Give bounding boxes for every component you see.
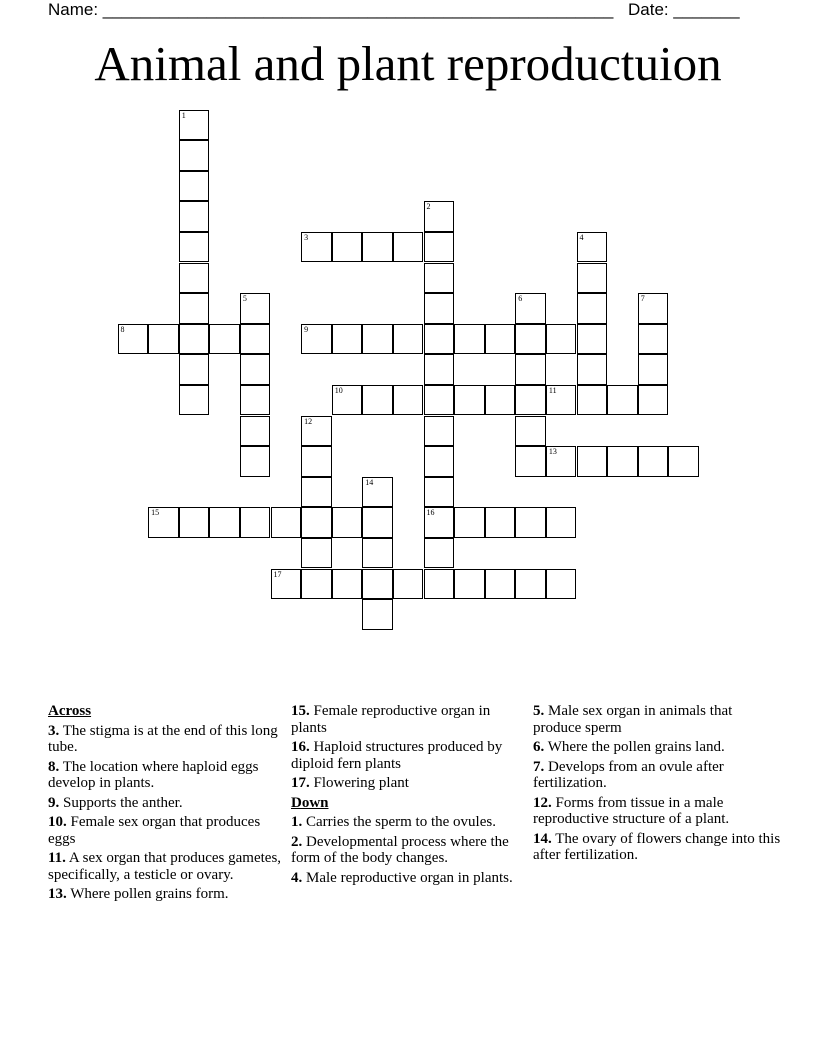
clue-number-label: 2. bbox=[291, 833, 303, 850]
clues-column-3 bbox=[533, 703, 783, 867]
clue-text: Flowering plant bbox=[309, 775, 409, 791]
grid-cell[interactable] bbox=[546, 385, 577, 416]
grid-cell[interactable] bbox=[454, 507, 485, 538]
grid-cell[interactable] bbox=[362, 324, 393, 355]
clues-column-1 bbox=[48, 703, 283, 906]
grid-cell[interactable] bbox=[546, 507, 577, 538]
grid-cell[interactable] bbox=[638, 324, 669, 355]
clue-text: Female reproductive organ in plants bbox=[291, 703, 491, 736]
grid-cell[interactable] bbox=[179, 507, 210, 538]
clue-number-label: 16. bbox=[291, 739, 310, 755]
clue-number: 5 bbox=[242, 294, 247, 304]
grid-cell[interactable] bbox=[577, 385, 608, 416]
clue-number: 11 bbox=[548, 385, 557, 395]
clue-number-label: 1. bbox=[291, 814, 303, 830]
clue-text: Female sex organ that produces eggs bbox=[48, 814, 261, 847]
clue-item bbox=[48, 723, 283, 756]
grid-cell[interactable] bbox=[485, 507, 516, 538]
grid-cell[interactable] bbox=[485, 324, 516, 355]
name-field-label: Name: ______________________________________________________ bbox=[48, 0, 614, 19]
clue-number-label: 6. bbox=[533, 739, 545, 755]
grid-cell[interactable] bbox=[362, 507, 393, 538]
clue-text: Male sex organ in animals that produce sperm bbox=[533, 703, 733, 736]
grid-cell[interactable] bbox=[332, 232, 363, 263]
grid-cell[interactable] bbox=[240, 354, 271, 385]
grid-cell[interactable] bbox=[240, 416, 271, 447]
clue-item bbox=[533, 703, 783, 736]
clue-number: 9 bbox=[304, 324, 309, 334]
grid-cell[interactable] bbox=[179, 140, 210, 171]
clue-text: Develops from an ovule after fertilization. bbox=[533, 758, 724, 791]
grid-cell[interactable] bbox=[638, 446, 669, 477]
grid-cell[interactable] bbox=[362, 569, 393, 600]
grid-cell[interactable] bbox=[393, 324, 424, 355]
grid-cell[interactable] bbox=[515, 354, 546, 385]
grid-cell[interactable] bbox=[424, 354, 455, 385]
clue-number: 16 bbox=[426, 508, 435, 518]
clue-item bbox=[291, 775, 519, 792]
clue-number: 17 bbox=[273, 569, 282, 579]
grid-cell[interactable] bbox=[179, 171, 210, 202]
grid-cell[interactable] bbox=[424, 416, 455, 447]
clue-number: 2 bbox=[426, 202, 431, 212]
grid-cell[interactable] bbox=[424, 538, 455, 569]
grid-cell[interactable] bbox=[577, 263, 608, 294]
clue-number-label: 11. bbox=[48, 850, 66, 866]
clue-number: 1 bbox=[181, 110, 186, 120]
clue-item bbox=[533, 831, 783, 864]
clue-text: The location where haploid eggs develop in plants. bbox=[48, 758, 259, 791]
grid-cell[interactable] bbox=[301, 446, 332, 477]
grid-cell[interactable] bbox=[454, 385, 485, 416]
clue-text: Where pollen grains form. bbox=[66, 886, 229, 902]
grid-cell[interactable] bbox=[301, 416, 332, 447]
grid-cell[interactable] bbox=[424, 232, 455, 263]
grid-cell[interactable] bbox=[118, 324, 149, 355]
clue-number-label: 7. bbox=[533, 758, 545, 775]
grid-cell[interactable] bbox=[209, 324, 240, 355]
grid-cell[interactable] bbox=[393, 385, 424, 416]
grid-cell[interactable] bbox=[271, 507, 302, 538]
down-heading: Down bbox=[291, 794, 329, 811]
clue-text: Forms from tissue in a male reproductive structure of a plant. bbox=[533, 794, 730, 827]
clue-number-label: 10. bbox=[48, 814, 67, 830]
grid-cell[interactable] bbox=[332, 324, 363, 355]
grid-cell[interactable] bbox=[362, 232, 393, 263]
grid-cell[interactable] bbox=[301, 324, 332, 355]
clue-text: Developmental process where the form of the body changes. bbox=[291, 833, 509, 866]
grid-cell[interactable] bbox=[638, 385, 669, 416]
clue-number: 13 bbox=[548, 447, 557, 457]
clues-column-2 bbox=[291, 703, 519, 889]
grid-cell[interactable] bbox=[240, 385, 271, 416]
clue-text: Haploid structures produced by diploid fern plants bbox=[291, 739, 503, 772]
clue-item bbox=[291, 870, 519, 887]
clue-item bbox=[533, 739, 783, 756]
grid-cell[interactable] bbox=[148, 507, 179, 538]
grid-cell[interactable] bbox=[332, 385, 363, 416]
grid-cell[interactable] bbox=[424, 324, 455, 355]
clue-item bbox=[291, 814, 519, 831]
grid-cell[interactable] bbox=[577, 293, 608, 324]
grid-cell[interactable] bbox=[209, 507, 240, 538]
grid-cell[interactable] bbox=[393, 232, 424, 263]
clue-item bbox=[291, 739, 519, 772]
grid-cell[interactable] bbox=[179, 263, 210, 294]
grid-cell[interactable] bbox=[515, 293, 546, 324]
clue-number: 4 bbox=[579, 232, 584, 242]
clue-item bbox=[48, 886, 283, 903]
clue-text: A sex organ that produces gametes, specifically, a testicle or ovary. bbox=[48, 850, 282, 883]
grid-cell[interactable] bbox=[424, 385, 455, 416]
grid-cell[interactable] bbox=[393, 569, 424, 600]
clue-number-label: 13. bbox=[48, 886, 67, 902]
clue-item bbox=[48, 795, 283, 812]
grid-cell[interactable] bbox=[240, 446, 271, 477]
grid-cell[interactable] bbox=[179, 293, 210, 324]
grid-cell[interactable] bbox=[577, 354, 608, 385]
grid-cell[interactable] bbox=[240, 507, 271, 538]
grid-cell[interactable] bbox=[179, 324, 210, 355]
grid-cell[interactable] bbox=[179, 232, 210, 263]
grid-cell[interactable] bbox=[515, 385, 546, 416]
clue-text: The stigma is at the end of this long tube. bbox=[48, 722, 278, 755]
clue-text: Carries the sperm to the ovules. bbox=[302, 814, 496, 830]
grid-cell[interactable] bbox=[424, 293, 455, 324]
grid-cell[interactable] bbox=[546, 569, 577, 600]
grid-cell[interactable] bbox=[515, 569, 546, 600]
grid-cell[interactable] bbox=[362, 477, 393, 508]
across-heading: Across bbox=[48, 703, 92, 719]
grid-cell[interactable] bbox=[577, 324, 608, 355]
grid-cell[interactable] bbox=[301, 232, 332, 263]
grid-cell[interactable] bbox=[148, 324, 179, 355]
grid-cell[interactable] bbox=[362, 538, 393, 569]
grid-cell[interactable] bbox=[454, 569, 485, 600]
grid-cell[interactable] bbox=[515, 324, 546, 355]
grid-cell[interactable] bbox=[424, 569, 455, 600]
page-title: Animal and plant reproductuion bbox=[94, 36, 722, 91]
clue-text: The ovary of flowers change into this after fertilization. bbox=[533, 830, 781, 863]
grid-cell[interactable] bbox=[301, 538, 332, 569]
grid-cell[interactable] bbox=[424, 263, 455, 294]
clue-number: 15 bbox=[151, 508, 160, 518]
clue-number: 8 bbox=[120, 324, 125, 334]
clue-number-label: 4. bbox=[291, 869, 303, 886]
clue-text: Supports the anther. bbox=[59, 794, 183, 811]
grid-cell[interactable] bbox=[179, 385, 210, 416]
grid-cell[interactable] bbox=[179, 201, 210, 232]
grid-cell[interactable] bbox=[577, 232, 608, 263]
grid-cell[interactable] bbox=[638, 293, 669, 324]
grid-cell[interactable] bbox=[515, 507, 546, 538]
grid-cell[interactable] bbox=[546, 446, 577, 477]
clue-item bbox=[533, 795, 783, 828]
clue-item bbox=[533, 759, 783, 792]
clue-item bbox=[48, 850, 283, 883]
clue-number-label: 15. bbox=[291, 703, 310, 719]
clue-number: 12 bbox=[304, 416, 313, 426]
clue-text: Where the pollen grains land. bbox=[544, 739, 725, 755]
grid-cell[interactable] bbox=[424, 201, 455, 232]
clue-text: Male reproductive organ in plants. bbox=[302, 869, 513, 886]
clue-item bbox=[291, 834, 519, 867]
grid-cell[interactable] bbox=[607, 385, 638, 416]
clue-number-label: 8. bbox=[48, 758, 60, 775]
grid-cell[interactable] bbox=[515, 446, 546, 477]
grid-cell[interactable] bbox=[362, 599, 393, 630]
grid-cell[interactable] bbox=[668, 446, 699, 477]
grid-cell[interactable] bbox=[362, 385, 393, 416]
clue-number: 6 bbox=[518, 294, 523, 304]
clue-number-label: 5. bbox=[533, 703, 545, 719]
clue-number-label: 14. bbox=[533, 830, 552, 847]
clue-number-label: 17. bbox=[291, 775, 310, 791]
clue-number: 3 bbox=[304, 232, 309, 242]
grid-cell[interactable] bbox=[301, 507, 332, 538]
grid-cell[interactable] bbox=[240, 293, 271, 324]
grid-cell[interactable] bbox=[607, 446, 638, 477]
clue-item bbox=[48, 814, 283, 847]
clue-number: 7 bbox=[640, 294, 645, 304]
clue-item bbox=[48, 759, 283, 792]
grid-cell[interactable] bbox=[301, 477, 332, 508]
grid-cell[interactable] bbox=[271, 569, 302, 600]
clue-number-label: 9. bbox=[48, 794, 60, 811]
grid-cell[interactable] bbox=[332, 507, 363, 538]
date-field-label: Date: _______ bbox=[628, 0, 740, 19]
grid-cell[interactable] bbox=[424, 477, 455, 508]
grid-cell[interactable] bbox=[515, 416, 546, 447]
grid-cell[interactable] bbox=[546, 324, 577, 355]
grid-cell[interactable] bbox=[638, 354, 669, 385]
clue-item bbox=[291, 703, 519, 736]
grid-cell[interactable] bbox=[424, 446, 455, 477]
grid-cell[interactable] bbox=[240, 324, 271, 355]
grid-cell[interactable] bbox=[485, 385, 516, 416]
grid-cell[interactable] bbox=[424, 507, 455, 538]
grid-cell[interactable] bbox=[301, 569, 332, 600]
clue-number: 10 bbox=[334, 385, 343, 395]
grid-cell[interactable] bbox=[179, 110, 210, 141]
clue-number: 14 bbox=[365, 477, 374, 487]
clue-number-label: 12. bbox=[533, 794, 552, 811]
grid-cell[interactable] bbox=[577, 446, 608, 477]
grid-cell[interactable] bbox=[454, 324, 485, 355]
grid-cell[interactable] bbox=[179, 354, 210, 385]
clue-number-label: 3. bbox=[48, 722, 60, 739]
grid-cell[interactable] bbox=[485, 569, 516, 600]
grid-cell[interactable] bbox=[332, 569, 363, 600]
